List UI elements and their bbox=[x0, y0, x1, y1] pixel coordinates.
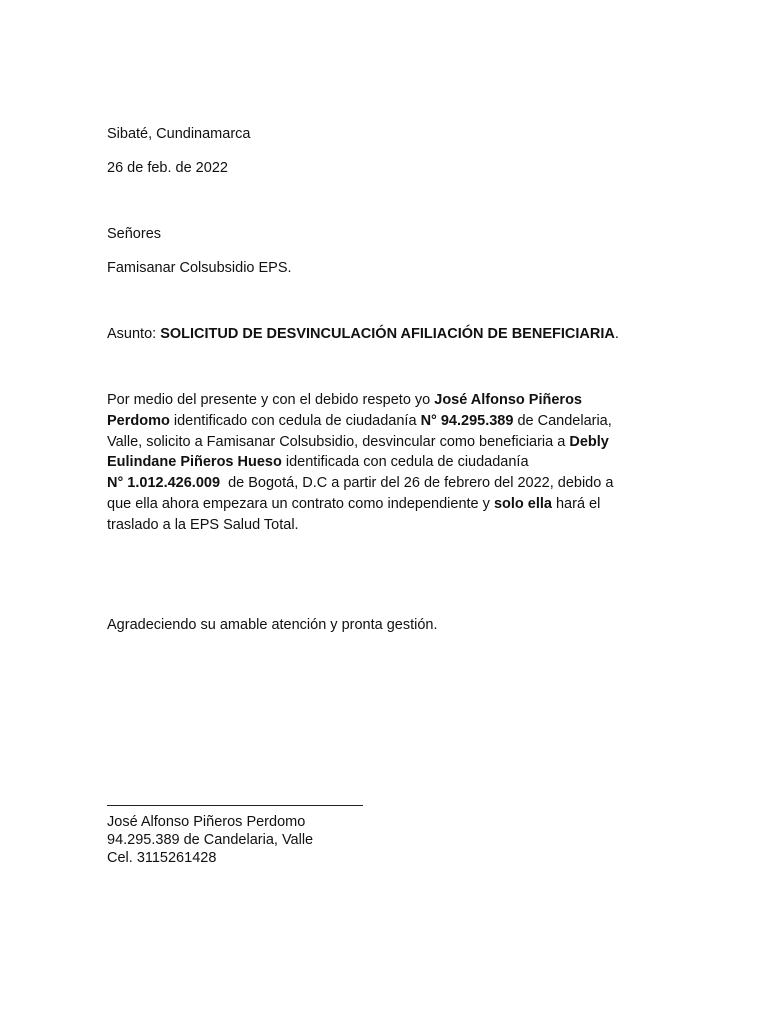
signature-line bbox=[107, 805, 363, 806]
body-text: identificado con cedula de ciudadanía bbox=[169, 412, 421, 429]
letter-recipient: Famisanar Colsubsidio EPS. bbox=[107, 260, 292, 276]
signature-id: 94.295.389 de Candelaria, Valle bbox=[107, 832, 314, 848]
letter-date: 26 de feb. de 2022 bbox=[107, 160, 228, 176]
body-row bbox=[107, 473, 667, 494]
body-row bbox=[107, 411, 667, 432]
body-text: Valle, solicito a Famisanar Colsubsidio, desvincular como beneficiaria a bbox=[107, 433, 570, 450]
body-bold-text: Eulindane Piñeros Hueso bbox=[107, 454, 282, 471]
body-bold-text: Perdomo bbox=[107, 412, 170, 429]
subject-prefix: Asunto: bbox=[107, 326, 161, 342]
body-row bbox=[107, 390, 667, 411]
body-row bbox=[107, 452, 667, 473]
letter-subject bbox=[107, 324, 619, 344]
signature-name: José Alfonso Piñeros Perdomo bbox=[107, 814, 306, 830]
body-text: de Candelaria, bbox=[513, 412, 612, 429]
letter-body-paragraph bbox=[107, 390, 667, 536]
subject-text: SOLICITUD DE DESVINCULACIÓN AFILIACIÓN DE BENEFICIARIA bbox=[160, 326, 615, 342]
letter-place: Sibaté, Cundinamarca bbox=[107, 126, 251, 142]
body-text: Por medio del presente y con el debido respeto yo bbox=[107, 392, 435, 408]
body-text: identificada con cedula de ciudadanía bbox=[281, 454, 529, 471]
body-bold-text: José Alfonso Piñeros bbox=[434, 392, 582, 408]
body-row bbox=[107, 515, 667, 536]
body-row bbox=[107, 494, 667, 515]
body-text: hará el bbox=[551, 495, 601, 512]
signature-block bbox=[107, 813, 313, 867]
body-text: de Bogotá, D.C a partir del 26 de febrero del 2022, debido a bbox=[220, 475, 614, 492]
letter-salutation: Señores bbox=[107, 226, 162, 242]
body-text: traslado a la EPS Salud Total. bbox=[107, 516, 299, 533]
body-text: que ella ahora empezara un contrato como independiente y bbox=[107, 495, 494, 512]
body-bold-text: solo ella bbox=[493, 495, 552, 512]
signature-phone: Cel. 3115261428 bbox=[107, 850, 217, 866]
letter-closing: Agradeciendo su amable atención y pronta gestión. bbox=[107, 617, 438, 633]
body-bold-text: N° 94.295.389 bbox=[420, 412, 514, 429]
body-row bbox=[107, 432, 667, 453]
body-bold-text: Debly bbox=[569, 433, 609, 450]
body-bold-text: N° 1.012.426.009 bbox=[107, 475, 221, 492]
subject-suffix: . bbox=[614, 326, 619, 342]
